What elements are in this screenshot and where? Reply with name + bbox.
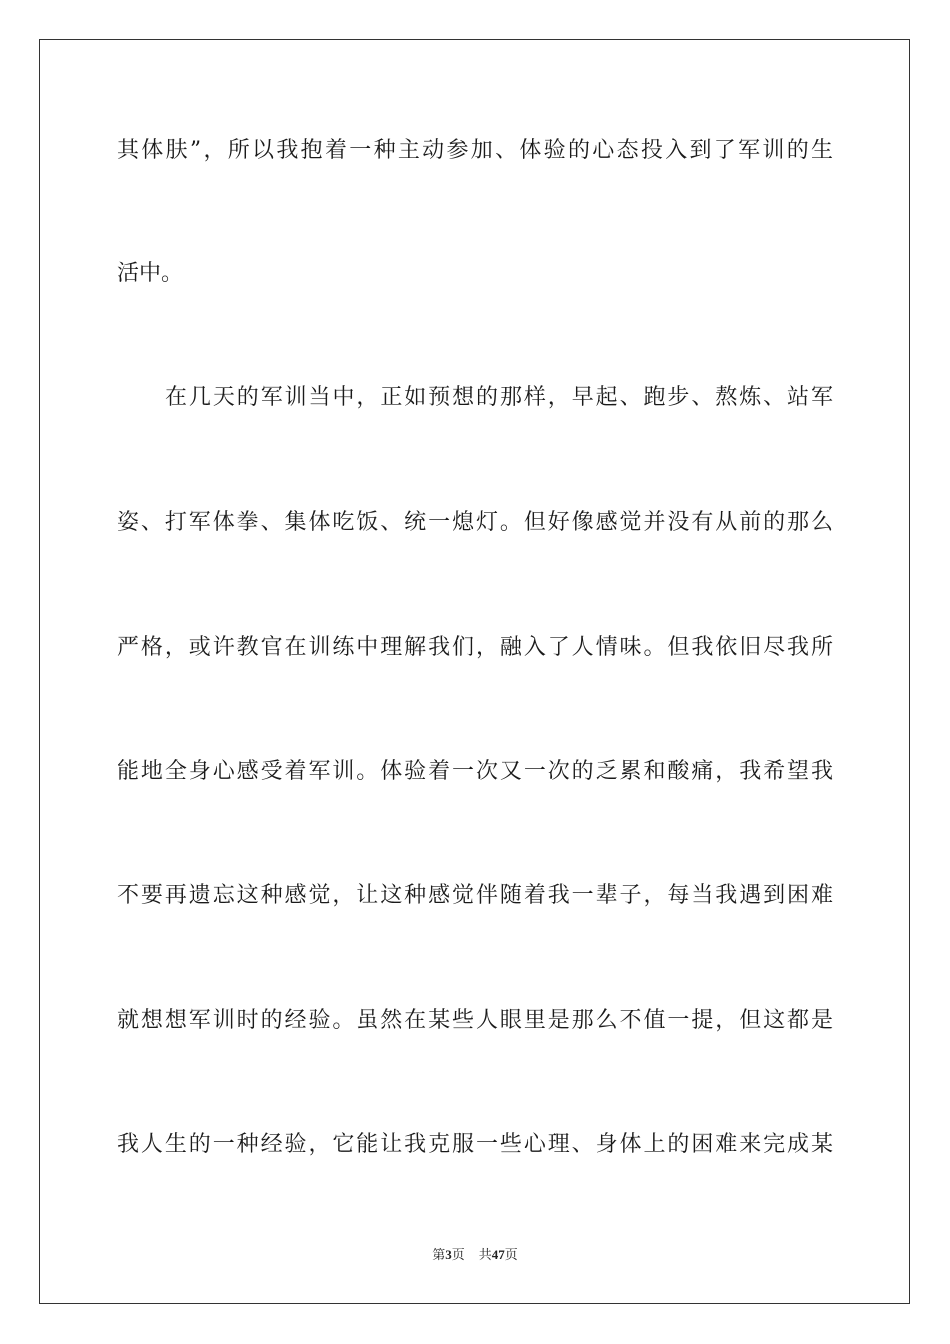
page-footer: [0, 1246, 950, 1265]
body-text-line-2: 活中。: [117, 261, 184, 286]
footer-total-suffix: 页: [504, 1248, 518, 1263]
body-text-line-7: 不要再遗忘这种感觉，让这种感觉伴随着我一辈子，每当我遇到困难: [117, 883, 833, 908]
body-text-line-9: 我人生的一种经验，它能让我克服一些心理、身体上的困难来完成某: [117, 1132, 833, 1157]
body-text-line-6: 能地全身心感受着军训。体验着一次又一次的乏累和酸痛，我希望我: [117, 759, 833, 784]
page-border: [39, 39, 910, 1304]
body-text-line-8: 就想想军训时的经验。虽然在某些人眼里是那么不值一提，但这都是: [117, 1008, 833, 1033]
footer-total-prefix: 共: [478, 1248, 492, 1263]
footer-total-pages: 47: [491, 1247, 505, 1262]
footer-page-suffix: 页: [451, 1248, 465, 1263]
footer-page-number: 3: [445, 1247, 452, 1262]
footer-page-prefix: 第: [432, 1248, 446, 1263]
body-text-line-1: 其体肤”，所以我抱着一种主动参加、体验的心态投入到了军训的生: [117, 138, 833, 163]
body-text-line-4: 姿、打军体拳、集体吃饭、统一熄灯。但好像感觉并没有从前的那么: [117, 510, 833, 535]
body-text-line-5: 严格，或许教官在训练中理解我们，融入了人情味。但我依旧尽我所: [117, 635, 833, 660]
body-text-line-3: 在几天的军训当中，正如预想的那样，早起、跑步、熬炼、站军: [165, 385, 833, 410]
